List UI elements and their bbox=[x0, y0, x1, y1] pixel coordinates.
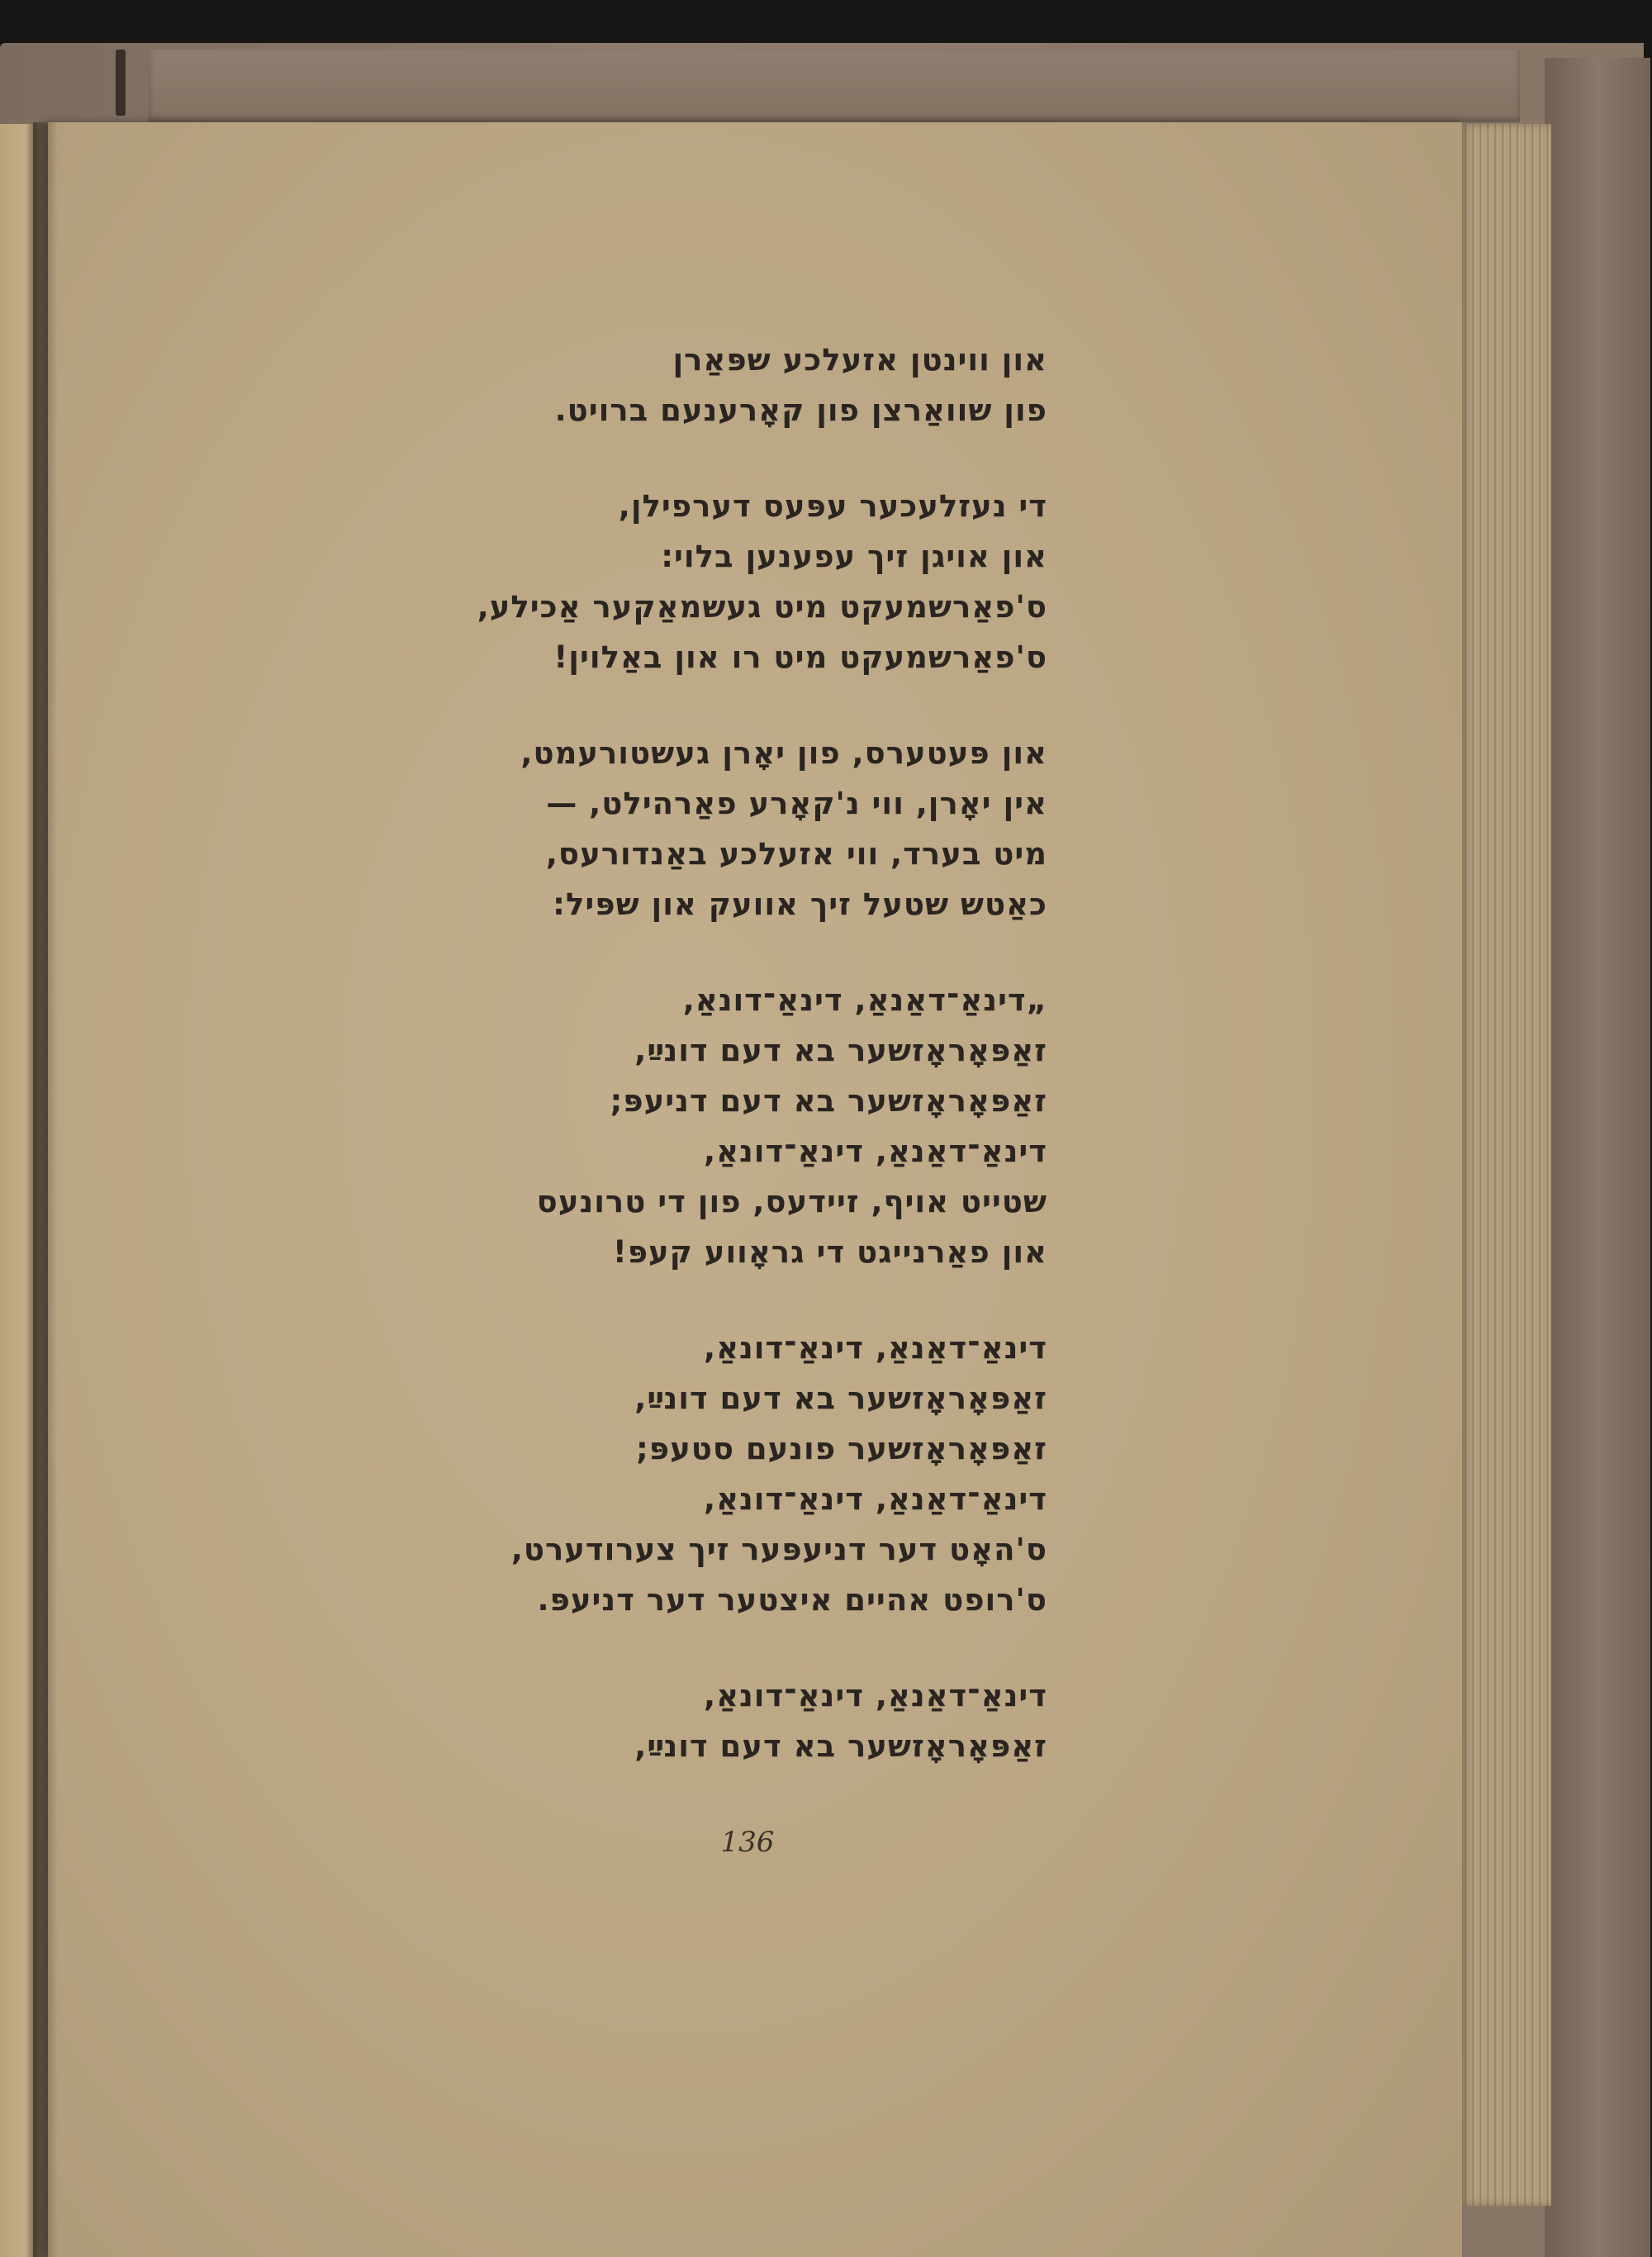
gutter-shadow bbox=[33, 122, 58, 2257]
poem-line: זאַפּאָראָזשער בא דעם דונײַ, bbox=[634, 1033, 1047, 1068]
poem-line: זאַפּאָראָזשער בא דעם דונײַ, bbox=[634, 1380, 1047, 1416]
stanza-3 bbox=[420, 728, 1047, 929]
poem-line: פון שוואַרצן פון קאָרענעם ברויט. bbox=[554, 392, 1047, 428]
poem-line: די נעזלעכער עפּעס דערפילן, bbox=[618, 488, 1047, 524]
poem-line: זאַפּאָראָזשער פונעם סטעפּ; bbox=[635, 1431, 1047, 1466]
facing-page-edge bbox=[0, 124, 36, 2257]
cover-top-edge bbox=[149, 50, 1520, 122]
cover-right-edge bbox=[1545, 58, 1650, 2257]
stanza-4 bbox=[420, 975, 1047, 1277]
poem-line: דינאַ־דאַנאַ, דינאַ־דונאַ, bbox=[704, 1481, 1047, 1517]
poem-line: ס'רופט אהיים איצטער דער דניעפּ. bbox=[537, 1582, 1047, 1618]
stanza-5 bbox=[420, 1323, 1047, 1625]
poem-line: ס'פאַרשמעקט מיט רו און באַלוין! bbox=[553, 639, 1047, 675]
poem-line: אין יאָרן, ווי נ'קאָרע פאַרהילט, — bbox=[546, 786, 1047, 821]
poem-line: מיט בערד, ווי אזעלכע באַנדורעס, bbox=[545, 836, 1047, 872]
stanza-1 bbox=[420, 335, 1047, 435]
poem-line: ס'פאַרשמעקט מיט געשמאַקער אַכילע, bbox=[477, 589, 1047, 625]
poem-line: „דינאַ־דאַנאַ, דינאַ־דונאַ, bbox=[682, 982, 1047, 1018]
poem-line: און פּעטערס, פון יאָרן געשטורעמט, bbox=[520, 735, 1047, 771]
poem-line: שטייט אויף, זיידעס, פון די טרונעס bbox=[536, 1184, 1047, 1219]
poem-line: און ווינטן אזעלכע שפּאַרן bbox=[672, 342, 1047, 378]
stanza-6 bbox=[420, 1670, 1047, 1771]
poem-line: כאַטש שטעל זיך אוועק און שפּיל: bbox=[553, 886, 1047, 922]
poem-line: דינאַ־דאַנאַ, דינאַ־דונאַ, bbox=[704, 1133, 1047, 1169]
stanza-2 bbox=[420, 481, 1047, 682]
page-stack-edges bbox=[1460, 124, 1551, 2206]
poem-line: ס'האָט דער דניעפּער זיך צערודערט, bbox=[510, 1532, 1047, 1567]
poem-line: זאַפּאָראָזשער בא דעם דניעפּ; bbox=[610, 1083, 1047, 1119]
poem-line: דינאַ־דאַנאַ, דינאַ־דונאַ, bbox=[704, 1678, 1047, 1713]
poem-text bbox=[420, 335, 1047, 1817]
poem-line: זאַפּאָראָזשער בא דעם דונײַ, bbox=[634, 1728, 1047, 1764]
page-number: 136 bbox=[720, 1826, 775, 1859]
poem-line: דינאַ־דאַנאַ, דינאַ־דונאַ, bbox=[704, 1330, 1047, 1366]
poem-line: און פאַרנייגט די גראָווע קעפּ! bbox=[612, 1234, 1047, 1270]
poem-line: און אויגן זיך עפענען בלוי: bbox=[661, 539, 1047, 574]
binding-thread bbox=[116, 50, 126, 116]
